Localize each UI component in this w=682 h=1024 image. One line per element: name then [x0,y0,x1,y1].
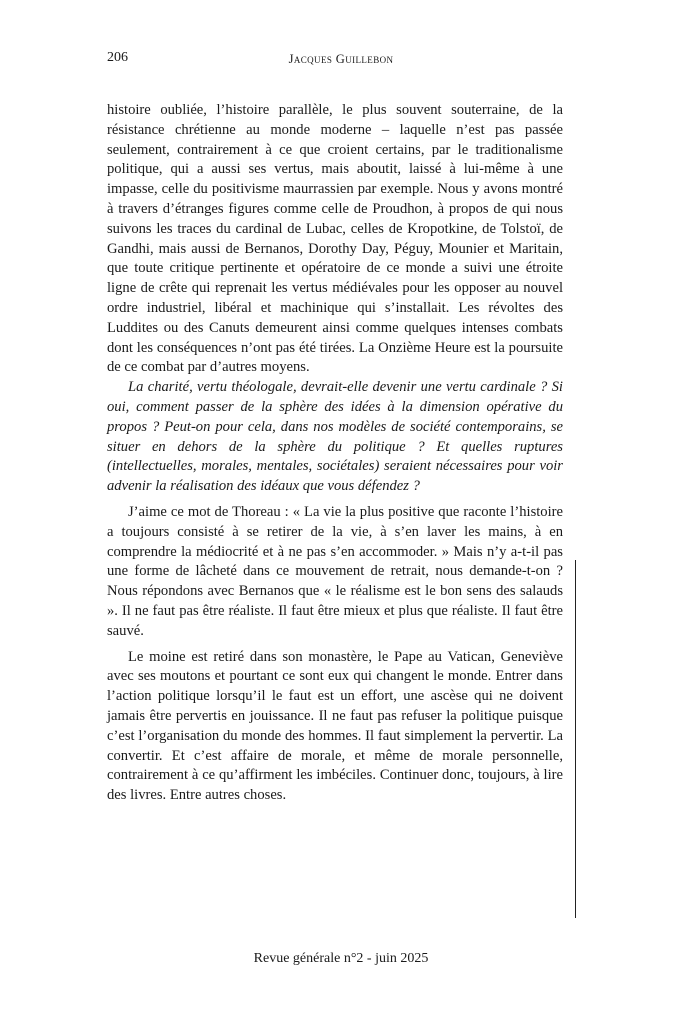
page-number: 206 [107,50,128,65]
interview-question: La charité, vertu théologale, devrait-elle devenir une vertu cardinale ? Si oui, comment passer de la sphère des idées à la dimension opérative du propos ? Peut-on pour cela, dans nos modèles de société contemporains, se situer en dehors de la sphère du politique ? Et quelles ruptures (intellectuelles, morales, mentales, sociétales) seraient nécessaires pour voir advenir la réalisation des idéaux que vous défendez ? [107,379,563,495]
answer-paragraph: Le moine est retiré dans son monastère, le Pape au Vatican, Geneviève avec ses moutons et pourtant ce sont eux qui changent le monde. Entrer dans l’action politique lorsqu’il le faut est un effort, une ascèse qui ne doivent jamais être pervertis en jouissance. Il ne faut pas refuser la politique puisque c’est l’organisation du monde des hommes. Il faut simplement la pervertir. La convertir. Et c’est affaire de morale, et même de morale personnelle, contrairement à ce qu’affirment les imbéciles. Continuer donc, toujours, à lire des livres. Entre autres choses. [107,648,563,804]
margin-rule [575,560,576,918]
footer-journal-issue: Revue générale n°2 - juin 2025 [253,951,429,966]
running-head: Jacques Guillebon [288,52,394,66]
main-text [107,101,563,806]
answer-paragraph: J’aime ce mot de Thoreau : « La vie la plus positive que raconte l’histoire a toujours consisté à se retirer de la vie, à s’en laver les mains, à en comprendre la médiocrité et à ne pas s’en accommoder. » Mais n’y a-t-il pas une forme de lâcheté dans ce mouvement de retrait, nous demande-t-on ? Nous répondons avec Bernanos que « le réalisme est le bon sens des salauds ». Il ne faut pas être réaliste. Il faut être mieux et plus que réaliste. Il faut être sauvé. [107,503,563,639]
paragraph-continued: histoire oubliée, l’histoire parallèle, le plus souvent souterraine, de la résistance chrétienne au monde moderne – laquelle n’est pas passée seulement, contrairement à ce que croient certains, par le traditionalisme politique, qui a aussi ses vertus, mais aboutit, laissé à lui-même à une impasse, celle du positivisme maurrassien par exemple. Nous y avons montré à travers d’étranges figures comme celle de Proudhon, à propos de qui nous suivons les traces du cardinal de Lubac, celles de Kropotkine, de Tolstoï, de Gandhi, mais aussi de Bernanos, Dorothy Day, Péguy, Mounier et Maritain, que toute critique pertinente et opératoire de ce monde a suivi une étroite ligne de crête qui reprenait les vertus médiévales pour les opposer au nouvel ordre industriel, libéral et machinique qui s’installait. Les révoltes des Luddites ou des Canuts demeurent ainsi comme quelques intenses combats dont les conséquences n’ont pas été tirées. La Onzième Heure est la poursuite de ce combat par d’autres moyens. [107,102,563,376]
